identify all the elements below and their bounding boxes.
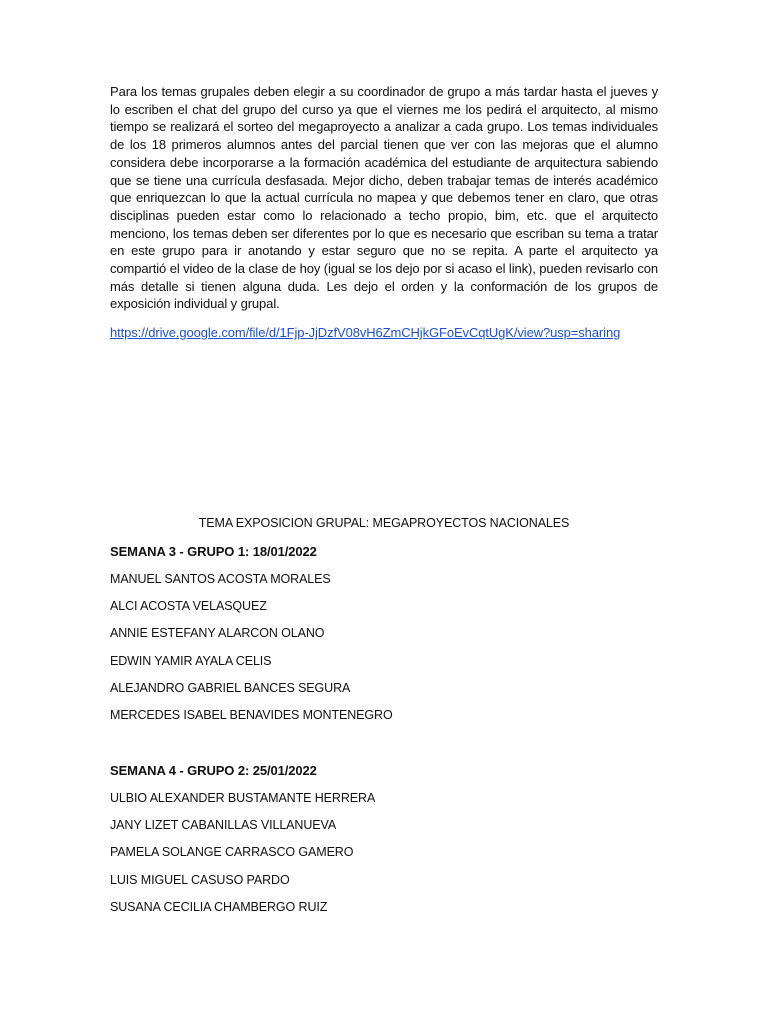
group-2-member: PAMELA SOLANGE CARRASCO GAMERO [110,845,354,859]
group-1-heading: SEMANA 3 - GRUPO 1: 18/01/2022 [110,544,317,559]
group-1-member: ANNIE ESTEFANY ALARCON OLANO [110,626,325,640]
group-1-member: EDWIN YAMIR AYALA CELIS [110,654,272,668]
group-1-member: ALEJANDRO GABRIEL BANCES SEGURA [110,681,351,695]
group-2-member: JANY LIZET CABANILLAS VILLANUEVA [110,818,337,832]
group-2-member: LUIS MIGUEL CASUSO PARDO [110,873,290,887]
drive-video-link[interactable]: https://drive.google.com/file/d/1Fjp-JjDzfV08vH6ZmCHjkGFoEvCqtUgK/view?usp=sharing [110,325,621,340]
group-2-heading: SEMANA 4 - GRUPO 2: 25/01/2022 [110,763,317,778]
instructions-paragraph: Para los temas grupales deben elegir a su coordinador de grupo a más tardar hasta el jueves y lo escriben el chat del grupo del curso ya que el viernes me los pedirá el arquitecto, al mismo tiempo se realizará el sorteo del megaproyecto a analizar a cada grupo. Los temas individuales de los 18 primeros alumnos antes del parcial tienen que ver con las mejoras que el alumno considera debe incorporarse a la formación académica del estudiante de arquitectura sabiendo que se tiene una currícula desfasada. Mejor dicho, deben trabajar temas de interés académico que enriquezcan lo que la actual currícula no mapea y que debemos tener en claro, que otras disciplinas pueden estar como lo relacionado a techo propio, bim, etc. que el arquitecto menciono, los temas deben ser diferentes por lo que es necesario que escriban su tema a tratar en este grupo para ir anotando y estar seguro que no se repita. A parte el arquitecto ya compartió el video de la clase de hoy (igual se los dejo por si acaso el link), pueden revisarlo con más detalle si tienen alguna duda. Les dejo el orden y la conformación de los grupos de exposición individual y grupal. [110,84,658,312]
group-1-member: MERCEDES ISABEL BENAVIDES MONTENEGRO [110,708,393,722]
group-2-member: SUSANA CECILIA CHAMBERGO RUIZ [110,900,328,914]
group-1-member: MANUEL SANTOS ACOSTA MORALES [110,572,331,586]
group-1-member: ALCI ACOSTA VELASQUEZ [110,599,267,613]
group-2-member: ULBIO ALEXANDER BUSTAMANTE HERRERA [110,791,376,805]
section-title: TEMA EXPOSICION GRUPAL: MEGAPROYECTOS NACIONALES [198,516,570,530]
